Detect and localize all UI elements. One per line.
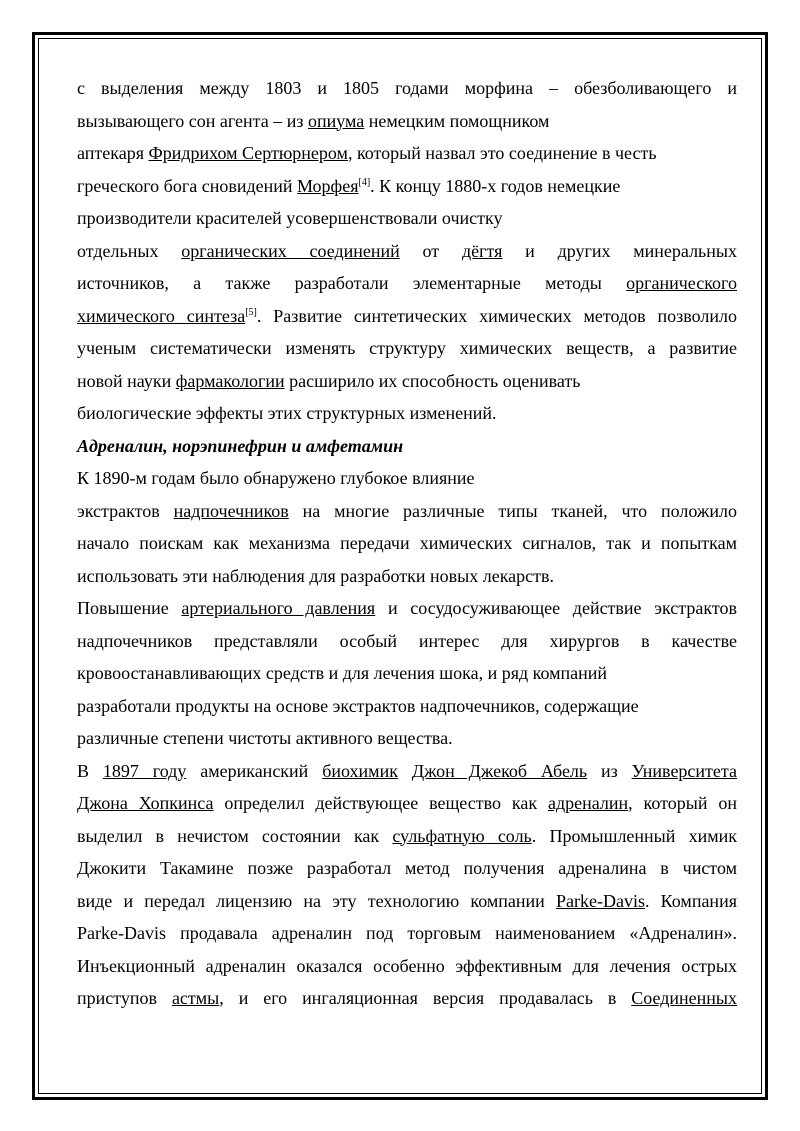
- wiki-link[interactable]: астмы: [171, 988, 220, 1008]
- text-line: [77, 592, 737, 625]
- wiki-link[interactable]: Фридрихом Сертюрнером: [148, 143, 348, 163]
- text-run: [398, 761, 412, 781]
- text-line: [77, 787, 737, 820]
- text-line: [77, 137, 737, 170]
- text-run: виде и передал лицензию на эту технологию компании: [77, 890, 556, 911]
- text-line: [77, 950, 737, 983]
- text-run: на многие различные типы тканей, что положило: [288, 500, 737, 521]
- wiki-link[interactable]: органических соединений: [181, 240, 400, 261]
- text-line: [77, 365, 737, 398]
- text-run: из: [587, 760, 632, 781]
- text-run: , который он: [628, 793, 737, 813]
- text-run: разработали продукты на основе экстрактов надпочечников, содержащие: [77, 695, 639, 716]
- wiki-link[interactable]: Джона Хопкинса: [77, 793, 214, 813]
- footnote-ref[interactable]: [4]: [358, 176, 371, 188]
- text-run: определил действующее вещество как: [213, 793, 548, 813]
- text-line: [77, 462, 737, 495]
- wiki-link[interactable]: биохимик: [322, 760, 398, 781]
- text-run: и других минеральных: [502, 240, 737, 261]
- text-run: выделил в нечистом состоянии как: [77, 825, 393, 846]
- text-run: использовать эти наблюдения для разработки новых лекарств.: [77, 565, 555, 586]
- text-run: отдельных: [77, 240, 182, 261]
- text-run: расширило их способность оценивать: [284, 370, 581, 391]
- wiki-link[interactable]: Университета: [631, 760, 737, 781]
- wiki-link[interactable]: надпочечников: [173, 500, 289, 521]
- text-run: американский: [186, 760, 323, 781]
- text-run: , который назвал это соединение в честь: [347, 143, 657, 163]
- text-run: производители красителей усовершенствовали очистку: [77, 208, 503, 228]
- text-run: Повышение: [77, 598, 182, 618]
- text-line: [77, 495, 737, 528]
- wiki-link[interactable]: 1897 году: [102, 760, 187, 781]
- text-run: от: [399, 240, 462, 261]
- text-run: . Промышленный химик: [531, 825, 737, 846]
- text-run: ученым систематически изменять структуру химических веществ, а развитие: [77, 338, 737, 358]
- wiki-link[interactable]: артериального давления: [181, 598, 376, 618]
- text-line: [77, 755, 737, 788]
- text-run: . К концу 1880-х годов немецкие: [370, 175, 621, 196]
- text-run: Адреналин, норэпинефрин и амфетамин: [77, 435, 404, 456]
- text-line: [77, 982, 737, 1015]
- text-line: [77, 332, 737, 365]
- wiki-link[interactable]: Соединенных: [631, 988, 737, 1008]
- text-run: , и его ингаляционная версия продавалась в: [219, 988, 632, 1008]
- text-line: [77, 690, 737, 723]
- text-line: [77, 170, 737, 203]
- text-run: новой науки: [77, 370, 176, 391]
- text-run: приступов: [77, 988, 172, 1008]
- text-run: . Развитие синтетических химических методов позволило: [256, 305, 737, 326]
- text-run: аптекаря: [77, 143, 149, 163]
- text-line: [77, 105, 737, 138]
- text-run: начало поискам как механизма передачи химических сигналов, так и попыткам: [77, 533, 737, 553]
- text-run: кровоостанавливающих средств и для лечения шока, и ряд компаний: [77, 663, 608, 683]
- wiki-link[interactable]: дёгтя: [461, 240, 503, 261]
- text-run: биологические эффекты этих структурных изменений.: [77, 403, 497, 423]
- wiki-link[interactable]: сульфатную соль: [392, 825, 532, 846]
- text-run: Инъекционный адреналин оказался особенно эффективным для лечения острых: [77, 955, 737, 976]
- text-run: немецким помощником: [364, 110, 550, 131]
- wiki-link[interactable]: Джон Джекоб Абель: [411, 760, 588, 781]
- text-run: надпочечников представляли особый интерес для хирургов в качестве: [77, 630, 737, 651]
- text-line: [77, 917, 737, 950]
- text-line: [77, 235, 737, 268]
- wiki-link[interactable]: фармакологии: [175, 370, 285, 391]
- text-run: источников, а также разработали элементарные методы: [77, 273, 627, 293]
- text-line: [77, 72, 737, 105]
- text-run: и сосудосуживающее действие экстрактов: [375, 598, 737, 618]
- wiki-link[interactable]: Parke-Davis: [555, 890, 645, 911]
- text-run: экстрактов: [77, 500, 174, 521]
- text-line: [77, 820, 737, 853]
- text-run: Джокити Такамине позже разработал метод получения адреналина в чистом: [77, 858, 737, 878]
- text-run: К 1890-м годам было обнаружено глубокое влияние: [77, 468, 475, 488]
- text-run: греческого бога сновидений: [77, 175, 297, 196]
- wiki-link[interactable]: Морфея: [297, 175, 359, 196]
- text-line: [77, 560, 737, 593]
- text-run: различные степени чистоты активного вещества.: [77, 728, 453, 748]
- text-run: с выделения между 1803 и 1805 годами морфина – обезболивающего и: [77, 78, 737, 98]
- text-run: вызывающего сон агента – из: [77, 110, 308, 131]
- text-line: [77, 527, 737, 560]
- text-line: [77, 300, 737, 333]
- footnote-ref[interactable]: [5]: [245, 306, 257, 318]
- text-run: . Компания: [644, 890, 737, 911]
- text-line: [77, 397, 737, 430]
- wiki-link[interactable]: адреналин: [547, 793, 629, 813]
- text-line: [77, 625, 737, 658]
- section-heading: [77, 430, 737, 463]
- text-line: [77, 852, 737, 885]
- text-line: [77, 202, 737, 235]
- text-line: [77, 885, 737, 918]
- text-line: [77, 267, 737, 300]
- wiki-link[interactable]: органического: [626, 273, 737, 293]
- wiki-link[interactable]: химического синтеза: [77, 305, 246, 326]
- text-run: В: [77, 760, 103, 781]
- text-line: [77, 722, 737, 755]
- document-body: [77, 72, 737, 1015]
- wiki-link[interactable]: опиума: [307, 110, 365, 131]
- text-run: Parke-Davis продавала адреналин под торговым наименованием «Адреналин».: [77, 923, 737, 943]
- text-line: [77, 657, 737, 690]
